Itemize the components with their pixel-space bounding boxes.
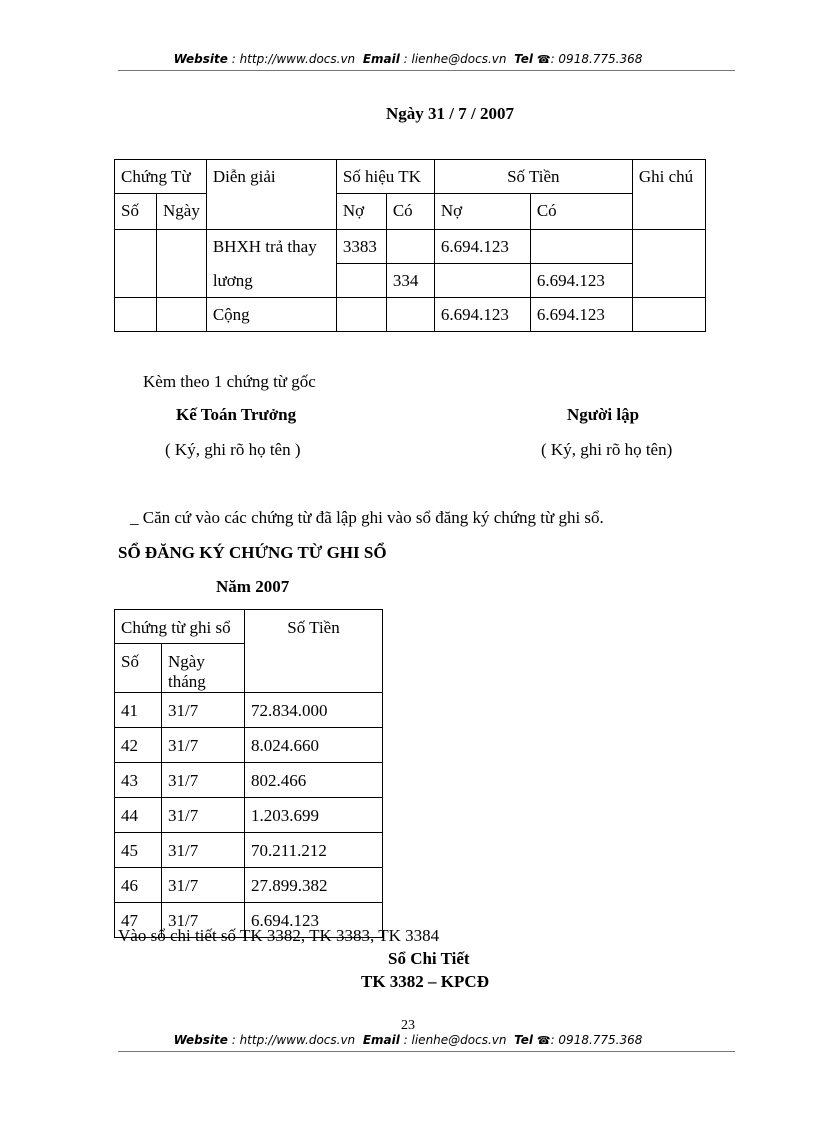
cell-tk-co <box>386 230 434 264</box>
subheader-ngay-thang: Ngày tháng <box>162 644 245 693</box>
page-footer: Website : http://www.docs.vn Email : lienhe@docs.vn Tel ☎: 0918.775.368 <box>173 1033 643 1047</box>
sign-left-note: ( Ký, ghi rõ họ tên ) <box>165 440 301 459</box>
cell-ngay <box>157 230 207 298</box>
cell-tk-no <box>336 264 386 298</box>
email-value[interactable]: lienhe@docs.vn <box>411 52 507 66</box>
cell-tk-co <box>386 298 434 332</box>
cell-tien: 72.834.000 <box>245 693 383 728</box>
email-value[interactable]: lienhe@docs.vn <box>411 1033 507 1047</box>
date-line: Ngày 31 / 7 / 2007 <box>386 104 514 123</box>
subheader-so: Số <box>115 644 162 693</box>
cell-tien: 27.899.382 <box>245 868 383 903</box>
cell-so: 43 <box>115 763 162 798</box>
cell-so: 42 <box>115 728 162 763</box>
subheader-tien-co: Có <box>530 194 632 230</box>
table-row <box>115 728 383 763</box>
table-row <box>115 693 383 728</box>
cell-ngay: 31/7 <box>162 903 245 938</box>
cell-so: 45 <box>115 833 162 868</box>
cell-ghi-chu <box>632 230 705 298</box>
header-divider <box>118 70 735 71</box>
page-number: 23 <box>401 1018 415 1033</box>
register-table <box>114 609 383 938</box>
table-row-total <box>115 298 706 332</box>
sign-right-title: Người lập <box>567 405 640 424</box>
cell-tien: 1.203.699 <box>245 798 383 833</box>
cell-so: 44 <box>115 798 162 833</box>
ledger-title: Sổ Chi Tiết <box>388 949 470 968</box>
cell-ngay <box>157 298 207 332</box>
cell-tien-co <box>530 230 632 264</box>
cell-ngay: 31/7 <box>162 833 245 868</box>
header-so-tien: Số Tiền <box>434 160 632 194</box>
email-label: Email <box>362 52 400 66</box>
cell-desc: BHXH trả thay <box>206 230 336 264</box>
cell-tien: 70.211.212 <box>245 833 383 868</box>
tel-value: : 0918.775.368 <box>550 52 643 66</box>
website-url[interactable]: http://www.docs.vn <box>239 1033 356 1047</box>
cell-tien: 802.466 <box>245 763 383 798</box>
phone-icon: ☎ <box>536 1034 551 1047</box>
subheader-tk-co: Có <box>386 194 434 230</box>
header-ghi-chu: Ghi chú <box>632 160 705 230</box>
attach-note: Kèm theo 1 chứng từ gốc <box>143 372 316 391</box>
register-year: Năm 2007 <box>216 577 290 596</box>
cell-tien-no: 6.694.123 <box>434 230 530 264</box>
register-title: SỔ ĐĂNG KÝ CHỨNG TỪ GHI SỔ <box>118 543 387 562</box>
cell-tk-no: 3383 <box>336 230 386 264</box>
footer-divider <box>118 1051 735 1052</box>
cell-tien-no <box>434 264 530 298</box>
ledger-note: Vào sổ chi tiết số TK 3382, TK 3383, TK 3384 <box>118 926 440 945</box>
total-label: Cộng <box>206 298 336 332</box>
website-label: Website <box>173 1033 228 1047</box>
subheader-tk-no: Nợ <box>336 194 386 230</box>
instruction-text: _ Căn cứ vào các chứng từ đã lập ghi vào sổ đăng ký chứng từ ghi sổ. <box>130 508 604 527</box>
subheader-so: Số <box>115 194 157 230</box>
website-label: Website <box>173 52 228 66</box>
table-row <box>115 868 383 903</box>
tel-label: Tel <box>514 52 534 66</box>
table-row <box>115 763 383 798</box>
cell-ngay: 31/7 <box>162 798 245 833</box>
subheader-ngay: Ngày <box>157 194 207 230</box>
total-co: 6.694.123 <box>530 298 632 332</box>
cell-so <box>115 230 157 298</box>
header-chung-tu-ghi-so: Chứng từ ghi sổ <box>115 610 245 644</box>
tel-value: : 0918.775.368 <box>550 1033 643 1047</box>
phone-icon: ☎ <box>536 53 551 66</box>
cell-ngay: 31/7 <box>162 868 245 903</box>
cell-tien: 8.024.660 <box>245 728 383 763</box>
table-row <box>115 798 383 833</box>
cell-tk-co: 334 <box>386 264 434 298</box>
header-dien-giai: Diễn giải <box>206 160 336 230</box>
cell-so <box>115 298 157 332</box>
ledger-subtitle: TK 3382 – KPCĐ <box>361 972 489 991</box>
cell-so: 41 <box>115 693 162 728</box>
voucher-table <box>114 159 706 332</box>
cell-tien-co: 6.694.123 <box>530 264 632 298</box>
header-so-tien: Số Tiền <box>245 610 383 693</box>
cell-ghi-chu <box>632 298 705 332</box>
tel-label: Tel <box>514 1033 534 1047</box>
sign-left-title: Kế Toán Trưởng <box>176 405 297 424</box>
cell-so: 46 <box>115 868 162 903</box>
email-label: Email <box>362 1033 400 1047</box>
total-no: 6.694.123 <box>434 298 530 332</box>
sign-right-note: ( Ký, ghi rõ họ tên) <box>541 440 673 459</box>
subheader-tien-no: Nợ <box>434 194 530 230</box>
cell-tien: 6.694.123 <box>245 903 383 938</box>
header-so-hieu-tk: Số hiệu TK <box>336 160 434 194</box>
header-chung-tu: Chứng Từ <box>115 160 207 194</box>
website-url[interactable]: http://www.docs.vn <box>239 52 356 66</box>
cell-ngay: 31/7 <box>162 728 245 763</box>
cell-ngay: 31/7 <box>162 693 245 728</box>
table-row <box>115 230 706 264</box>
cell-so: 47 <box>115 903 162 938</box>
cell-desc: lương <box>206 264 336 298</box>
page-header: Website : http://www.docs.vn Email : lienhe@docs.vn Tel ☎: 0918.775.368 <box>173 52 643 66</box>
cell-tk-no <box>336 298 386 332</box>
table-row <box>115 833 383 868</box>
cell-ngay: 31/7 <box>162 763 245 798</box>
